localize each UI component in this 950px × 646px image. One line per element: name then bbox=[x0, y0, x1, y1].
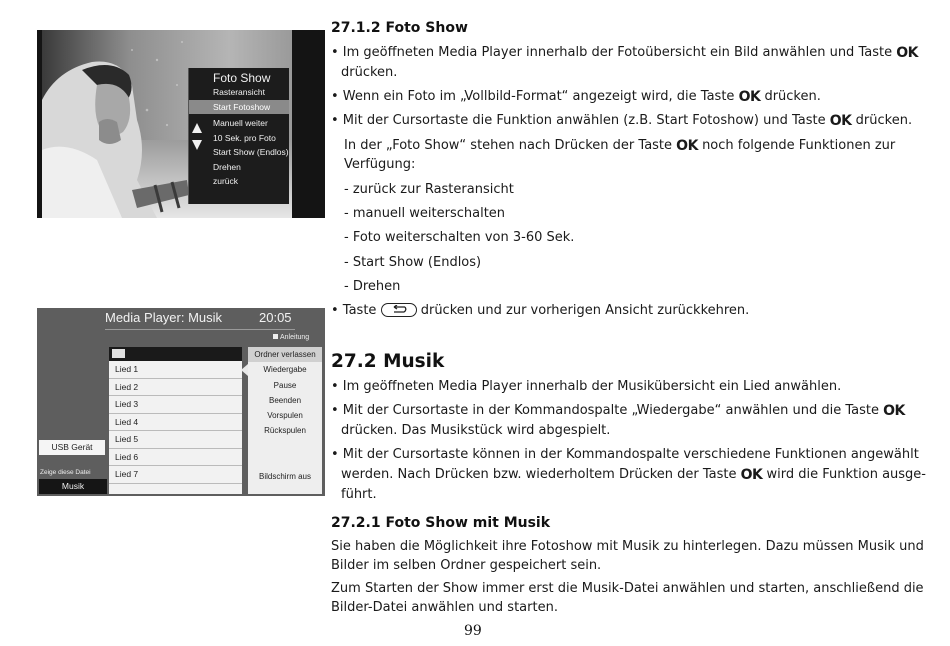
clock-time: 20:05 bbox=[259, 310, 292, 325]
function-list-item: - Drehen bbox=[344, 279, 401, 294]
music-player-title: Media Player: Musik bbox=[105, 310, 223, 325]
show-files-label: Zeige diese Datei bbox=[40, 469, 91, 476]
text-fragment: wird die Funktion ausge- bbox=[766, 467, 926, 482]
help-hint bbox=[273, 334, 309, 341]
paragraph-line: führt. bbox=[341, 487, 377, 502]
paragraph-line bbox=[331, 111, 912, 131]
page-number: 99 bbox=[464, 623, 482, 639]
menu-item-start-show-endlos[interactable]: Start Show (Endlos) bbox=[213, 147, 289, 157]
song-list bbox=[109, 347, 242, 494]
function-list-item: - zurück zur Rasteransicht bbox=[344, 182, 514, 197]
heading-27-2-1: 27.2.1 Foto Show mit Musik bbox=[331, 515, 551, 531]
text-fragment: drücken. bbox=[764, 89, 821, 104]
pointer-arrow-icon bbox=[241, 364, 248, 376]
command-beenden[interactable]: Beenden bbox=[268, 395, 302, 405]
command-rueckspulen[interactable]: Rückspulen bbox=[264, 426, 306, 436]
help-label: Anleitung bbox=[280, 334, 310, 341]
media-player-musik-screenshot bbox=[37, 308, 325, 496]
menu-item-start-fotoshow[interactable]: Start Fotoshow bbox=[189, 100, 289, 115]
paragraph-line: • Im geöffneten Media Player innerhalb der Musikübersicht ein Lied anwählen. bbox=[331, 379, 842, 394]
ok-key-icon: OK bbox=[829, 113, 852, 129]
text-fragment: • Mit der Cursortaste die Funktion anwählen (z.B. Start Fotoshow) und Taste bbox=[331, 113, 826, 128]
command-vorspulen[interactable]: Vorspulen bbox=[267, 411, 303, 421]
song-row[interactable]: Lied 5 bbox=[109, 431, 242, 449]
command-ordner-verlassen[interactable]: Ordner verlassen bbox=[248, 347, 322, 362]
paragraph-line: drücken. Das Musikstück wird abgespielt. bbox=[341, 423, 611, 438]
folder-row[interactable] bbox=[109, 347, 242, 361]
heading-27-1-2: 27.1.2 Foto Show bbox=[331, 20, 468, 36]
paragraph-line: Bilder im selben Ordner gespeichert sein. bbox=[331, 558, 602, 573]
text-fragment: drücken. bbox=[855, 113, 913, 128]
text-fragment: • Mit der Cursortaste in der Kommandospalte „Wiedergabe“ anwählen und die Taste bbox=[331, 403, 880, 418]
ok-key-icon: OK bbox=[896, 45, 918, 61]
ok-key-icon: OK bbox=[740, 467, 763, 483]
paragraph-line bbox=[331, 401, 905, 421]
paragraph-line bbox=[331, 43, 918, 63]
command-pause[interactable]: Pause bbox=[273, 380, 297, 390]
paragraph-line: drücken. bbox=[341, 65, 398, 80]
ok-key-icon: OK bbox=[676, 138, 698, 154]
paragraph-line bbox=[344, 136, 895, 156]
function-list-item: - Foto weiterschalten von 3-60 Sek. bbox=[344, 230, 575, 245]
up-down-arrows-icon bbox=[191, 122, 203, 152]
text-fragment: noch folgende Funktionen zur bbox=[702, 138, 896, 153]
text-fragment: In der „Foto Show“ stehen nach Drücken der Taste bbox=[344, 138, 673, 153]
foto-show-menu bbox=[188, 68, 289, 204]
function-list-item: - manuell weiterschalten bbox=[344, 206, 506, 221]
text-fragment: • Im geöffneten Media Player innerhalb der Fotoübersicht ein Bild anwählen und Taste bbox=[331, 45, 893, 60]
menu-item-manuell-weiter[interactable]: Manuell weiter bbox=[213, 118, 268, 128]
back-key-icon bbox=[381, 303, 417, 317]
heading-27-2: 27.2 Musik bbox=[331, 351, 445, 372]
usb-device-button[interactable]: USB Gerät bbox=[39, 440, 105, 455]
song-row[interactable]: Lied 3 bbox=[109, 396, 242, 414]
menu-item-zurueck[interactable]: zurück bbox=[213, 176, 239, 186]
paragraph-line: Zum Starten der Show immer erst die Musik-Datei anwählen und starten, anschließend die bbox=[331, 581, 924, 596]
command-column bbox=[248, 347, 322, 494]
header-divider bbox=[105, 329, 295, 330]
foto-menu-title: Foto Show bbox=[213, 71, 271, 85]
command-bildschirm-aus[interactable]: Bildschirm aus bbox=[258, 471, 311, 481]
folder-icon bbox=[112, 349, 125, 358]
paragraph-line: • Mit der Cursortaste können in der Kommandospalte verschiedene Funktionen angewählt bbox=[331, 447, 919, 462]
song-row[interactable]: Lied 4 bbox=[109, 414, 242, 432]
text-fragment: • Wenn ein Foto im „Vollbild-Format“ angezeigt wird, die Taste bbox=[331, 89, 735, 104]
text-fragment: drücken und zur vorherigen Ansicht zurückkehren. bbox=[420, 303, 750, 318]
musik-filter-button[interactable]: Musik bbox=[39, 479, 107, 494]
text-fragment: • Taste bbox=[331, 303, 377, 318]
song-row[interactable]: Lied 2 bbox=[109, 379, 242, 397]
paragraph-line bbox=[331, 301, 749, 320]
text-fragment: werden. Nach Drücken bzw. wiederholtem Drücken der Taste bbox=[341, 467, 737, 482]
paragraph-line: Bilder-Datei anwählen und starten. bbox=[331, 600, 558, 615]
ok-key-icon: OK bbox=[738, 89, 761, 105]
menu-item-rasteransicht[interactable]: Rasteransicht bbox=[213, 87, 265, 97]
paragraph-line: Verfügung: bbox=[344, 157, 416, 172]
song-row[interactable]: Lied 7 bbox=[109, 466, 242, 484]
command-wiedergabe[interactable]: Wiedergabe bbox=[263, 365, 307, 375]
paragraph-line: Sie haben die Möglichkeit ihre Fotoshow mit Musik zu hinterlegen. Dazu müssen Musik und bbox=[331, 539, 924, 554]
paragraph-line bbox=[341, 465, 926, 485]
menu-item-drehen[interactable]: Drehen bbox=[213, 161, 241, 172]
song-row[interactable]: Lied 6 bbox=[109, 449, 242, 467]
ok-key-icon: OK bbox=[883, 403, 905, 419]
paragraph-line bbox=[331, 87, 821, 107]
song-row[interactable]: Lied 1 bbox=[109, 361, 242, 379]
foto-show-screenshot bbox=[37, 30, 325, 218]
menu-item-10-sek[interactable]: 10 Sek. pro Foto bbox=[213, 132, 276, 143]
square-icon bbox=[273, 334, 278, 339]
function-list-item: - Start Show (Endlos) bbox=[344, 255, 482, 270]
